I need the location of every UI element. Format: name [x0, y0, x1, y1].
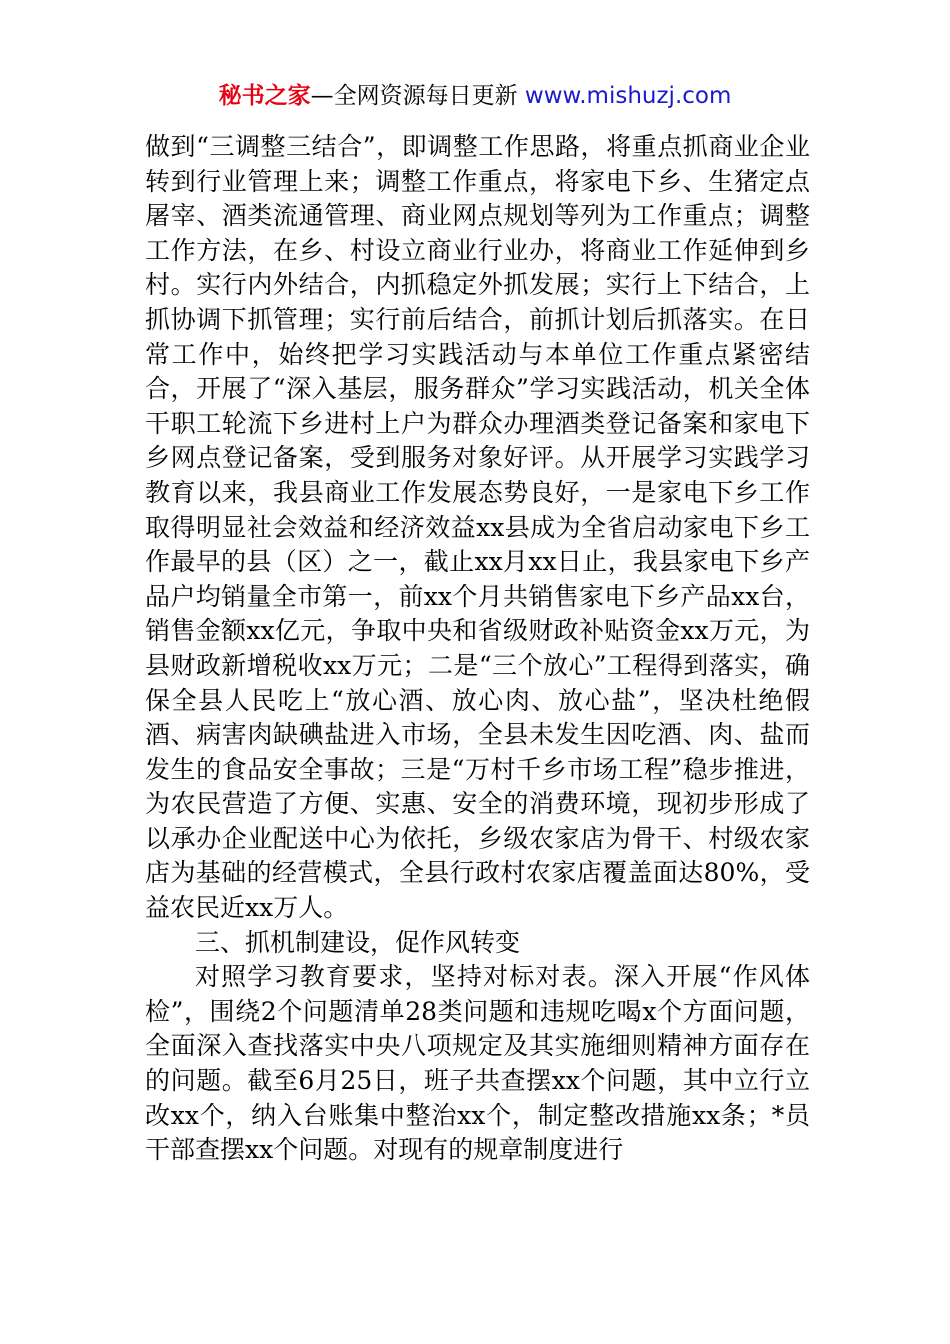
site-header — [0, 80, 950, 112]
paragraph-continuation: 做到“三调整三结合”，即调整工作思路，将重点抓商业企业转到行业管理上来；调整工作重点，将家电下乡、生猪定点屠宰、酒类流通管理、商业网点规划等列为工作重点；调整工作方法，在乡、村设立商业行业办，将商业工作延伸到乡村。实行内外结合，内抓稳定外抓发展；实行上下结合，上抓协调下抓管理；实行前后结合，前抓计划后抓落实。在日常工作中，始终把学习实践活动与本单位工作重点紧密结合，开展了“深入基层，服务群众”学习实践活动，机关全体干职工轮流下乡进村上户为群众办理酒类登记备案和家电下乡网点登记备案，受到服务对象好评。从开展学习实践学习教育以来，我县商业工作发展态势良好，一是家电下乡工作取得明显社会效益和经济效益xx县成为全省启动家电下乡工作最早的县（区）之一，截止xx月xx日止，我县家电下乡产品户均销量全市第一，前xx个月共销售家电下乡产品xx台，销售金额xx亿元，争取中央和省级财政补贴资金xx万元，为县财政新增税收xx万元；二是“三个放心”工程得到落实，确保全县人民吃上“放心酒、放心肉、放心盐”，坚决杜绝假酒、病害肉缺碘盐进入市场，全县未发生因吃酒、肉、盐而发生的食品安全事故；三是“万村千乡市场工程”稳步推进，为农民营造了方便、实惠、安全的消费环境，现初步形成了以承办企业配送中心为依托，乡级农家店为骨干、村级农家店为基础的经营模式，全县行政村农家店覆盖面达80%，受益农民近xx万人。 — [145, 132, 810, 923]
document-body — [145, 130, 810, 1168]
paragraph-work-style: 对照学习教育要求，坚持对标对表。深入开展“作风体检”，围绕2个问题清单28类问题和违规吃喝x个方面问题，全面深入查找落实中央八项规定及其实施细则精神方面存在的问题。截至6月25日，班子共查摆xx个问题，其中立行立改xx个，纳入台账集中整治xx个，制定整改措施xx条；*员干部查摆xx个问题。对现有的规章制度进行 — [145, 962, 810, 1165]
site-tagline: —全网资源每日更新 — [310, 83, 525, 109]
site-url-link[interactable]: www.mishuzj.com — [524, 83, 732, 109]
site-brand: 秘书之家 — [218, 83, 311, 109]
section-heading: 三、抓机制建设，促作风转变 — [195, 927, 521, 957]
